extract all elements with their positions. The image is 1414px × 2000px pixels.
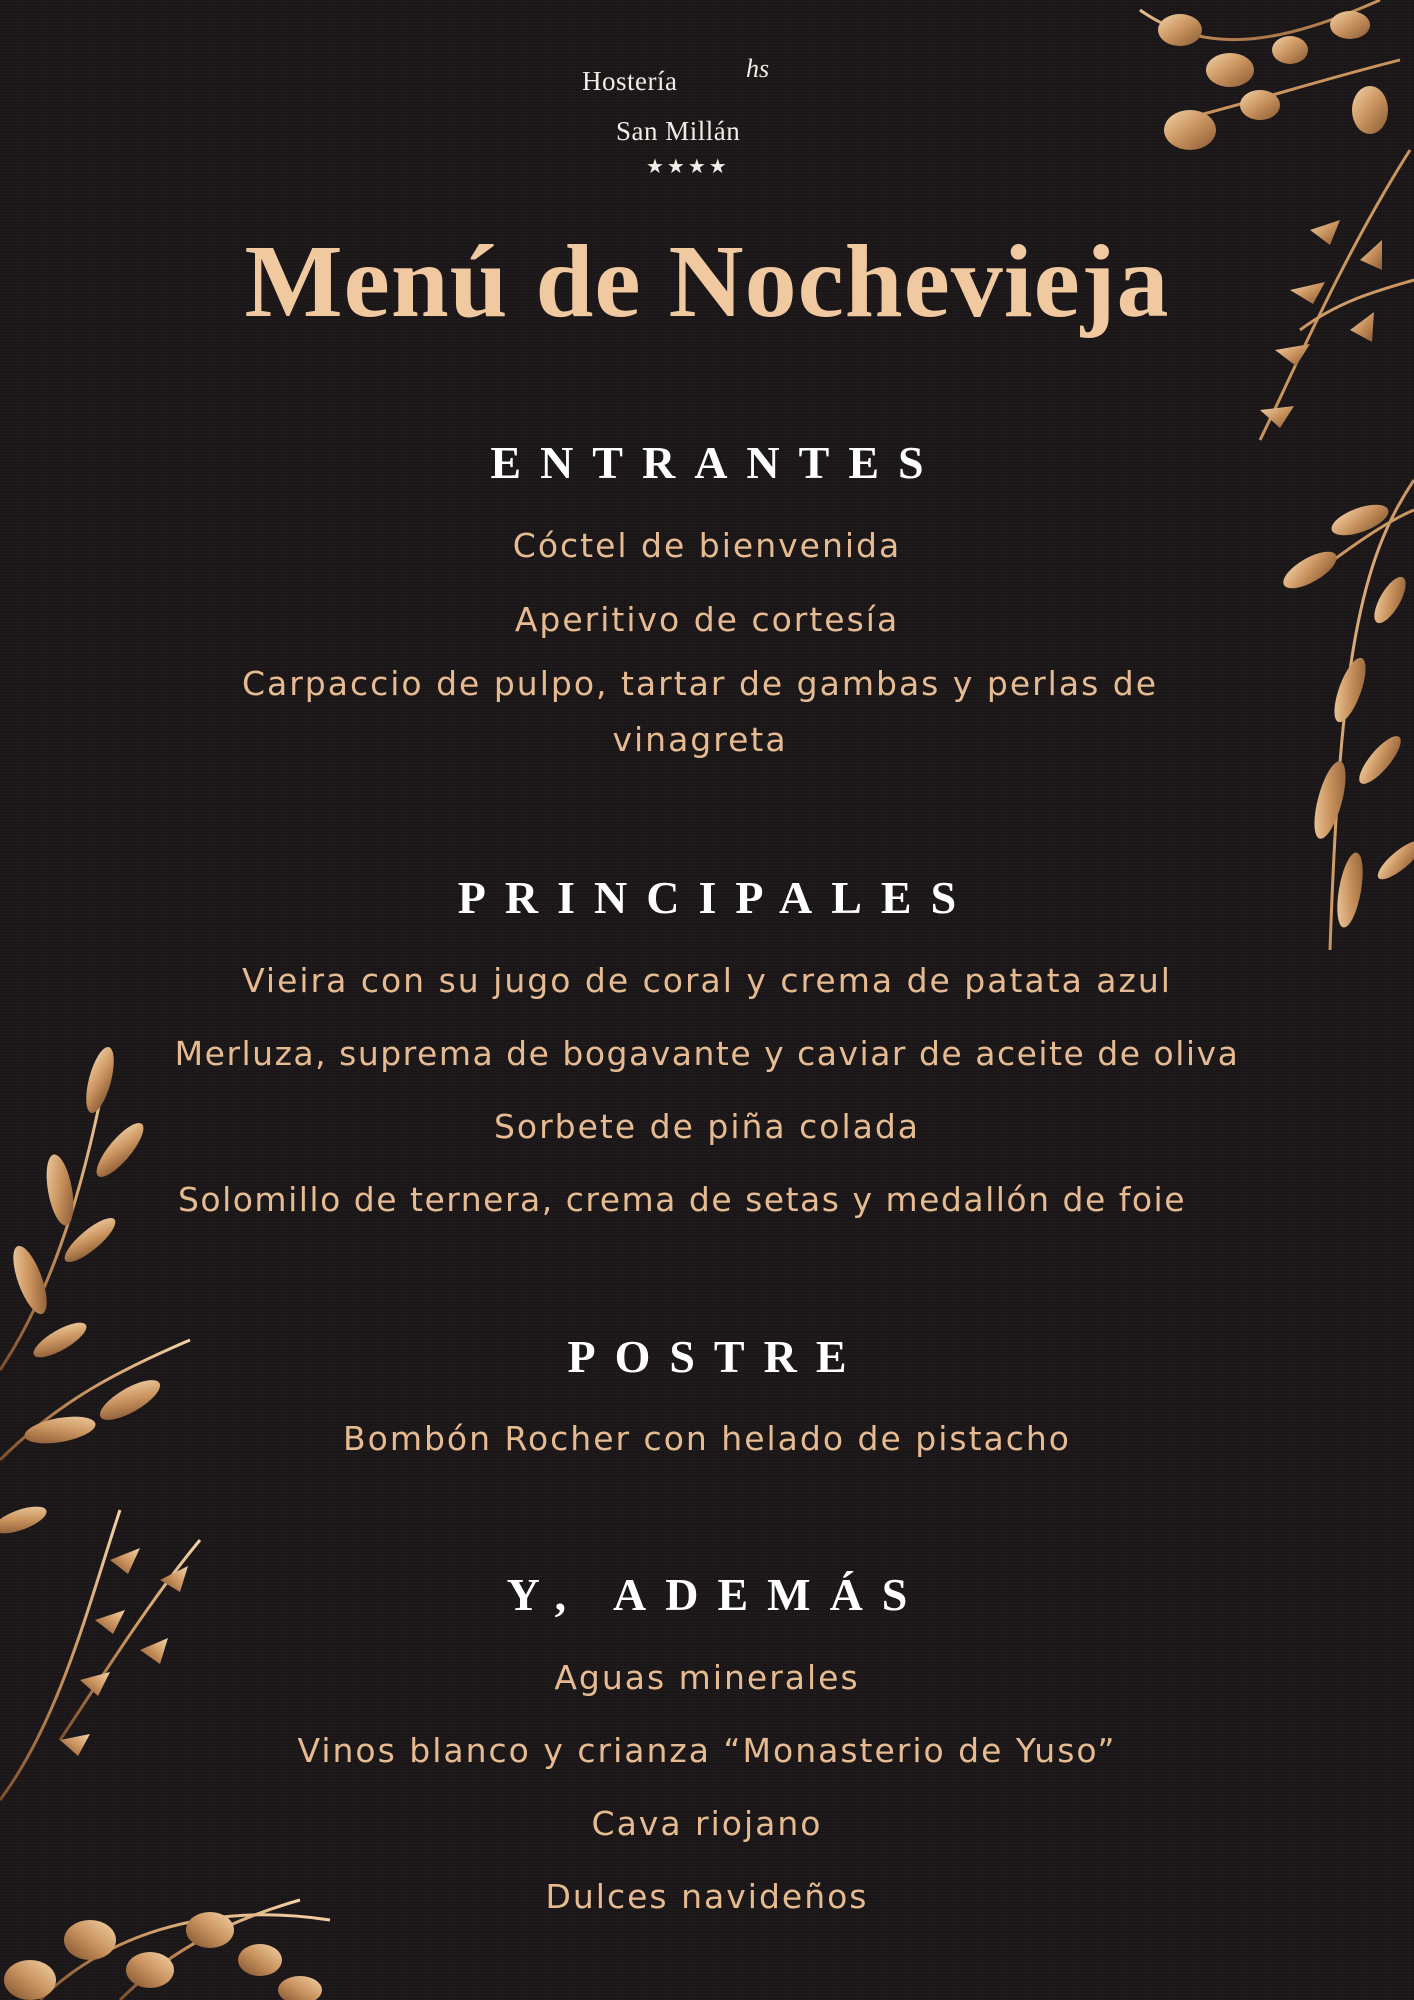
- logo-name-line1: Hostería: [582, 66, 678, 96]
- logo-monogram: hs: [746, 54, 770, 83]
- menu-item: Carpaccio de pulpo, tartar de gambas y perlas de vinagreta: [241, 664, 1159, 759]
- menu-item: Sorbete de piña colada: [493, 1107, 921, 1146]
- menu-item: Cava riojano: [591, 1804, 823, 1843]
- menu-item: Cóctel de bienvenida: [512, 526, 902, 565]
- section-heading-postre: POSTRE: [567, 1331, 866, 1382]
- hotel-logo: [580, 52, 810, 182]
- logo-stars: ★★★★: [646, 154, 730, 178]
- menu-item: Vinos blanco y crianza “Monasterio de Yuso”: [297, 1731, 1117, 1770]
- menu-item: Vieira con su jugo de coral y crema de patata azul: [242, 961, 1172, 1000]
- menu-item: Bombón Rocher con helado de pistacho: [342, 1419, 1071, 1458]
- menu-item: Solomillo de ternera, crema de setas y medallón de foie: [177, 1180, 1187, 1219]
- section-heading-principales: PRINCIPALES: [457, 872, 976, 923]
- gold-leaf-branch-top-right: [1060, 0, 1414, 960]
- section-heading-ademas: Y, ADEMÁS: [506, 1569, 927, 1620]
- section-heading-entrantes: ENTRANTES: [490, 437, 943, 488]
- menu-item: Merluza, suprema de bogavante y caviar de aceite de oliva: [174, 1034, 1240, 1073]
- menu-item: Dulces navideños: [545, 1877, 869, 1916]
- menu-title: Menú de Nochevieja: [244, 224, 1170, 339]
- logo-name-line2: San Millán: [616, 116, 741, 146]
- menu-item: Aguas minerales: [554, 1658, 860, 1697]
- menu-item: Aperitivo de cortesía: [514, 600, 900, 639]
- gold-leaf-branch-bottom-left: [0, 1040, 360, 2000]
